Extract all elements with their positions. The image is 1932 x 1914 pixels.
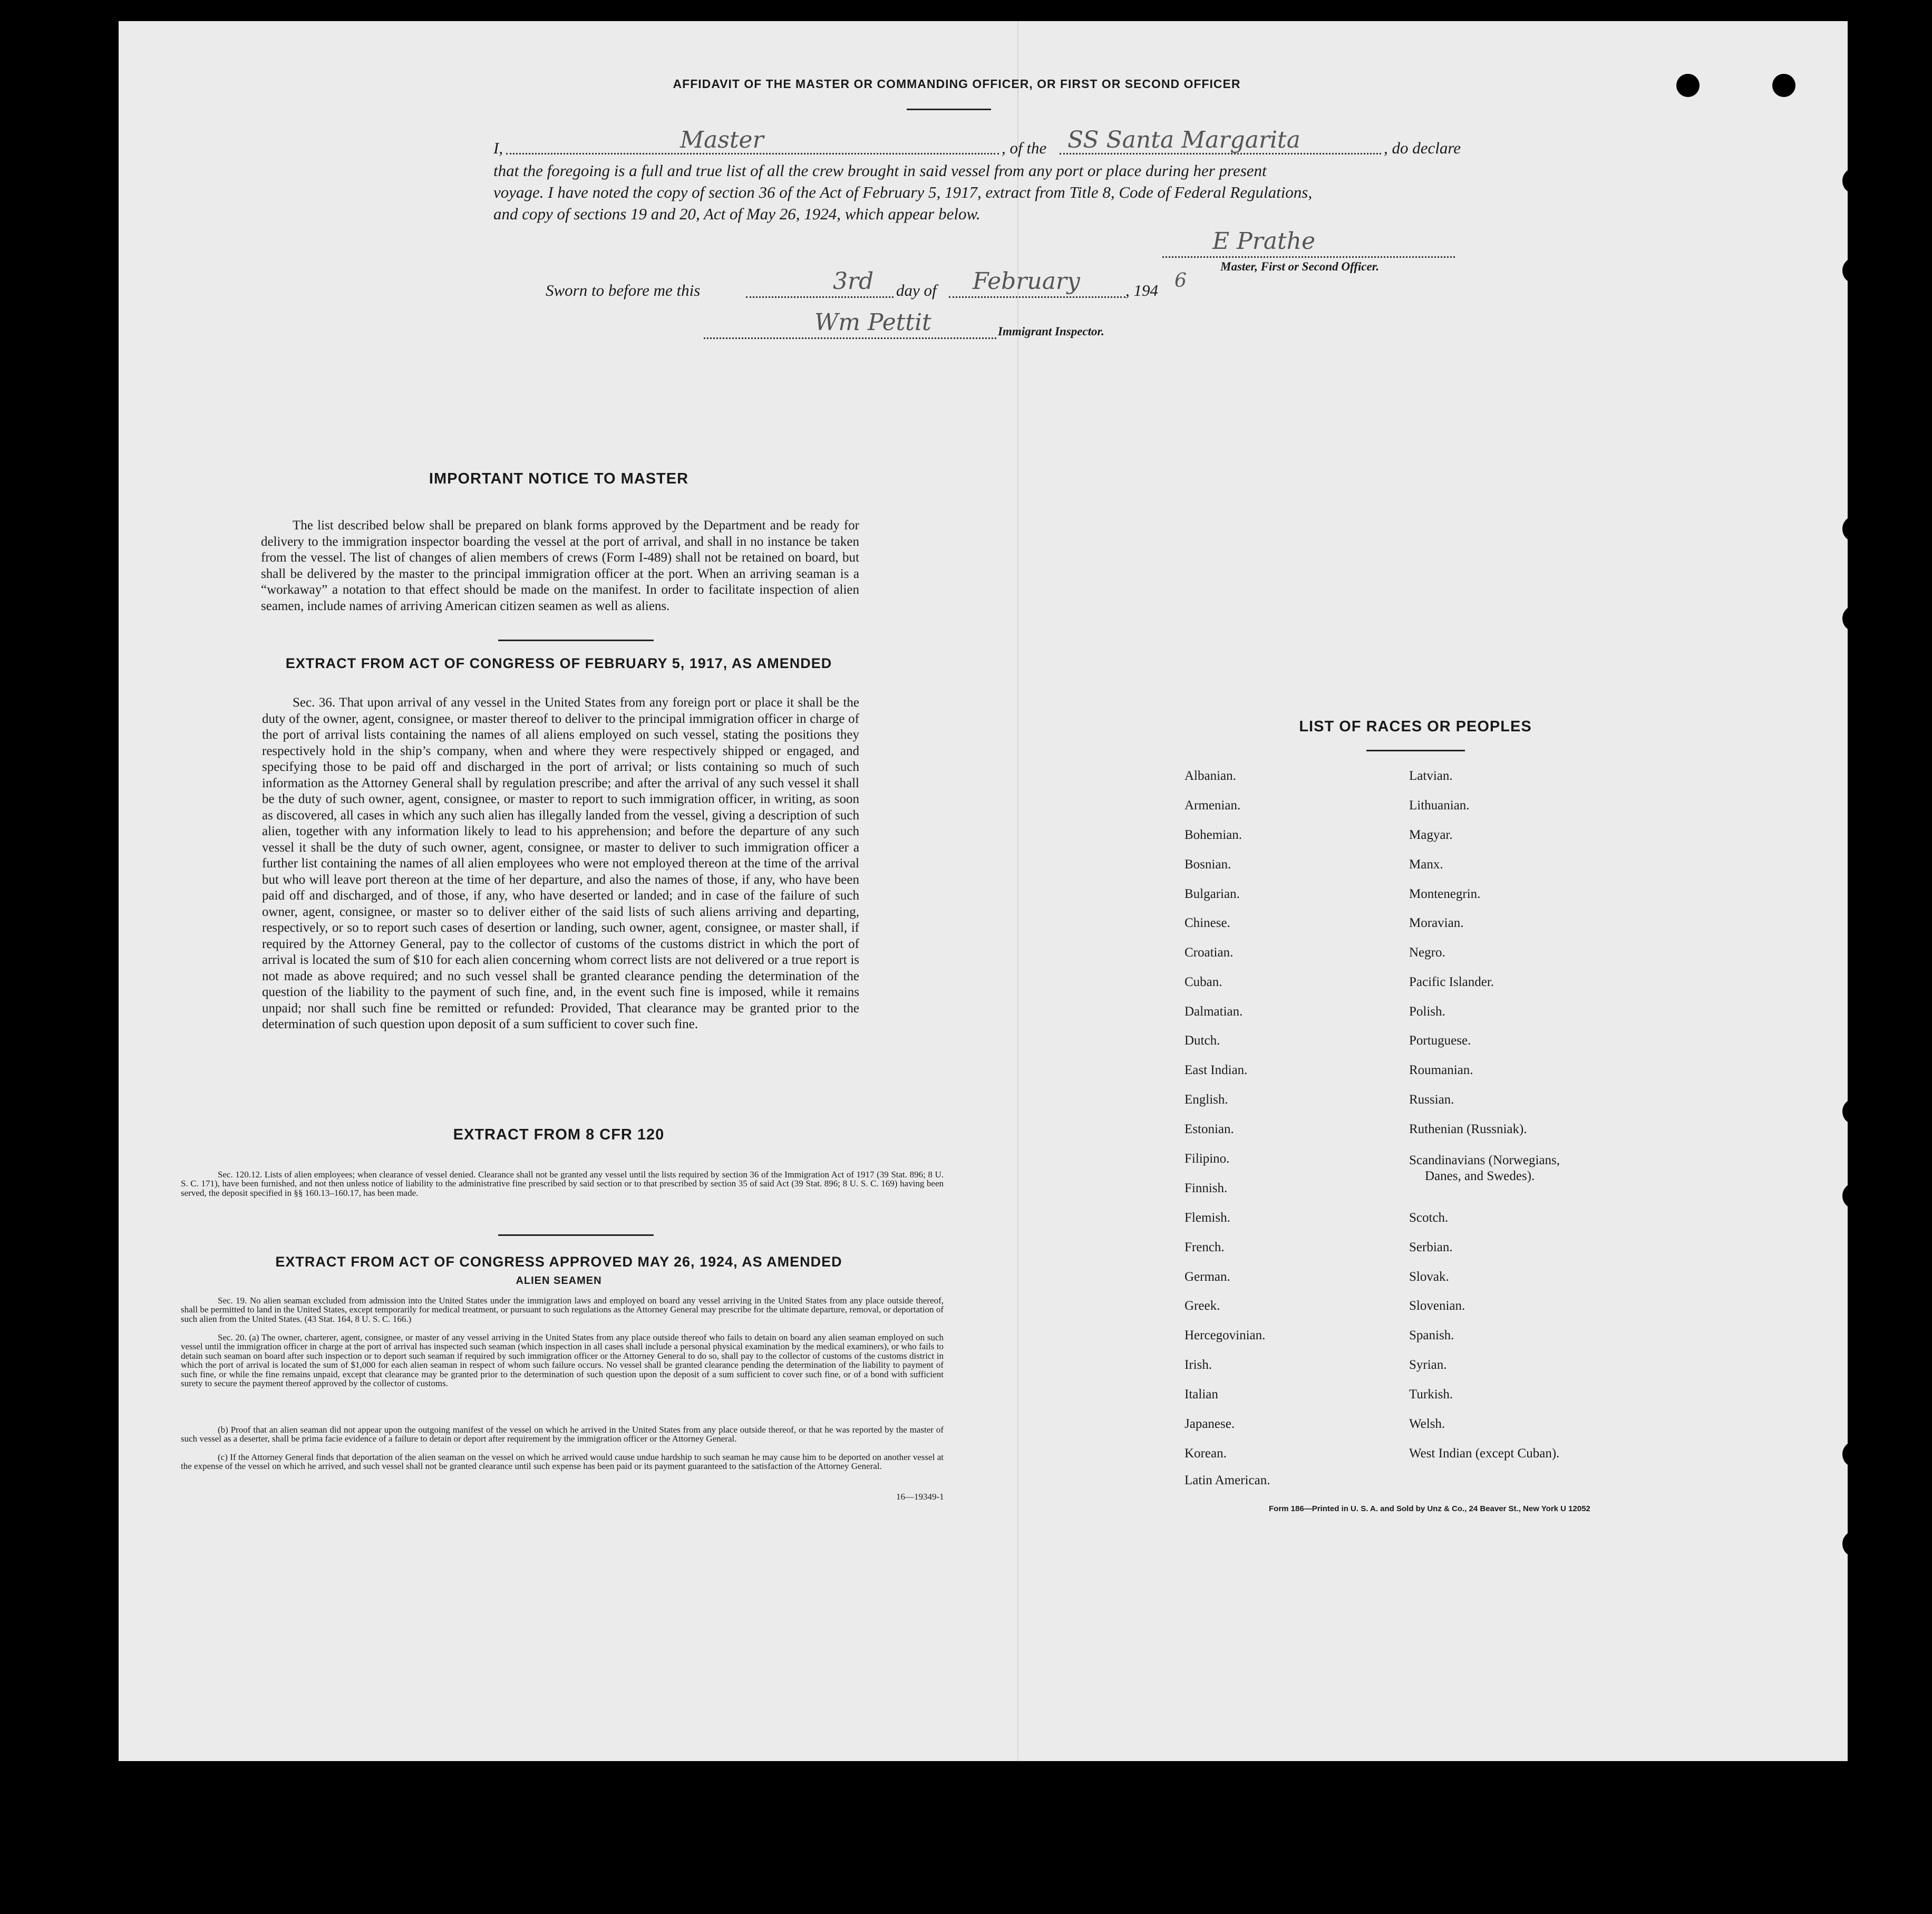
extract-1924-sec19: Sec. 19. No alien seaman excluded from admission into the United States under the immigration laws and employed on board any vessel arriving in the United States from any place outside thereof, shall be permitted to land in the United States, except temporarily for medical treatment, or pursuant to such regulations as the Attorney General may prescribe for the ultimate departure, removal, or deportation of such alien from the United States. (43 Stat. 164, 8 U. S. C. 166.) <box>181 1296 944 1324</box>
binder-hole <box>1842 1531 1869 1557</box>
race-list-item: Bohemian. <box>1185 828 1242 842</box>
binder-hole <box>1842 516 1869 542</box>
race-list-item: Latin American. <box>1185 1473 1270 1487</box>
sworn-day-of: day of <box>896 281 937 299</box>
race-list-item: Latvian. <box>1409 769 1453 783</box>
extract-1924-sec20c: (c) If the Attorney General finds that deportation of the alien seaman on the vessel on which he arrived would cause undue hardship to such seaman he may cause him to be deported on another vessel at the expense of the vessel on which he arrived, and such vessel shall not be granted clearance until such expense has been paid or its payment guaranteed to the satisfaction of the Attorney General. <box>181 1452 944 1472</box>
race-list-item: Lithuanian. <box>1409 798 1470 813</box>
title-rule <box>907 109 991 110</box>
race-list-item: Danes, and Swedes). <box>1425 1169 1535 1183</box>
affidavit-line1-mid: , of the <box>1002 139 1047 157</box>
races-title-rule <box>1366 750 1465 751</box>
affidavit-title: AFFIDAVIT OF THE MASTER OR COMMANDING OFFICER, OR FIRST OR SECOND OFFICER <box>673 77 1241 91</box>
race-list-item: Polish. <box>1409 1004 1445 1019</box>
day-blank <box>746 296 894 298</box>
master-signature-label: Master, First or Second Officer. <box>1220 260 1380 273</box>
race-list-item: East Indian. <box>1185 1063 1248 1077</box>
form-footer: Form 186—Printed in U. S. A. and Sold by Unz & Co., 24 Beaver St., New York U 12052 <box>1269 1504 1590 1513</box>
race-list-item: Spanish. <box>1409 1328 1454 1342</box>
race-list-item: Croatian. <box>1185 945 1234 960</box>
race-list-item: Ruthenian (Russniak). <box>1409 1122 1527 1136</box>
race-list-item: Greek. <box>1185 1299 1220 1313</box>
sworn-day-handwritten: 3rd <box>833 268 874 295</box>
section-rule <box>498 1234 654 1236</box>
extract-1917-body: Sec. 36. That upon arrival of any vessel in the United States from any foreign port or place it shall be the duty of the owner, agent, consignee, or master thereof to deliver to the principal immigration officer in charge of the port of arrival lists containing the names of all aliens employed on such vessel, stating the positions they respectively hold in the ship’s company, when and where they were respectively shipped or engaged, and specifying those to be paid off and discharged in the port of arrival; or lists containing so much of such information as the Attorney General shall by regulation prescribe; and after the arrival of any such vessel it shall be the duty of such owner, agent, consignee, or master to report to such immigration officer, in writing, as soon as discovered, all cases in which any such alien has illegally landed from the vessel, giving a description of such alien, together with any information likely to lead to his apprehension; and before the departure of any such vessel it shall be the duty of such owner, agent, consignee, or master to deliver to such immigration officer a further list containing the names of all alien employees who were not employed thereon at the time of the arrival but who will leave port thereon at the time of her departure, and also the names of those, if any, who have been paid off and discharged, and of those, if any, who have deserted or landed; and in case of the failure of such owner, agent, consignee, or master so to deliver either of the said lists of such aliens arriving and departing, respectively, or so to report such cases of desertion or landing, such owner, agent, consignee, or master shall, if required by the Attorney General, pay to the collector of customs of the customs district in which the port of arrival is located the sum of $10 for each alien concerning whom correct lists are not delivered or a true report is not made as above required; and no such vessel shall be granted clearance pending the determination of the question of the liability to the payment of such fine, and, in the event such fine is imposed, while it remains unpaid; nor shall such fine be remitted or refunded: Provided, That clearance may be granted prior to the determination of such question upon deposit of a sum sufficient to cover such fine. <box>262 695 859 1031</box>
binder-hole <box>1772 74 1795 97</box>
notice-title: IMPORTANT NOTICE TO MASTER <box>429 470 689 487</box>
race-list-item: Turkish. <box>1409 1387 1453 1401</box>
race-list-item: Pacific Islander. <box>1409 975 1494 989</box>
race-list-item: Estonian. <box>1185 1122 1234 1136</box>
affidavit-line1-end: , do declare <box>1384 139 1461 157</box>
race-list-item: Japanese. <box>1185 1417 1235 1431</box>
race-list-item: Bosnian. <box>1185 857 1231 872</box>
officer-name-handwritten: Master <box>680 127 764 153</box>
binder-hole <box>1842 1183 1869 1209</box>
race-list-item: Hercegovinian. <box>1185 1328 1266 1342</box>
race-list-item: French. <box>1185 1240 1225 1254</box>
affidavit-line3: voyage. I have noted the copy of section 36 of the Act of February 5, 1917, extract from Title 8, Code of Federal Regulations, <box>493 183 1313 201</box>
race-list-item: Roumanian. <box>1409 1063 1473 1077</box>
race-list-item: Cuban. <box>1185 975 1222 989</box>
race-list-item: Scandinavians (Norwegians, <box>1409 1153 1560 1167</box>
extract-1924-subtitle: ALIEN SEAMEN <box>516 1275 602 1287</box>
race-list-item: English. <box>1185 1093 1228 1107</box>
race-list-item: Welsh. <box>1409 1417 1445 1431</box>
binder-hole <box>1842 168 1869 194</box>
race-list-item: Filipino. <box>1185 1152 1230 1166</box>
race-list-item: German. <box>1185 1270 1230 1284</box>
race-list-item: Chinese. <box>1185 916 1230 930</box>
race-list-item: Russian. <box>1409 1093 1454 1107</box>
section-rule <box>498 640 654 641</box>
month-blank <box>949 296 1125 298</box>
binder-hole <box>1842 605 1869 632</box>
race-list-item: West Indian (except Cuban). <box>1409 1446 1560 1461</box>
race-list-item: Dalmatian. <box>1185 1004 1243 1019</box>
race-list-item: Scotch. <box>1409 1211 1449 1225</box>
binder-hole <box>1842 257 1869 284</box>
race-list-item: Magyar. <box>1409 828 1453 842</box>
extract-1924-sec20b: (b) Proof that an alien seaman did not appear upon the outgoing manifest of the vessel on which he arrived in the United States from any place outside thereof, or that he was reported by the master of such vessel as a deserter, shall be prima facie evidence of a failure to detain or deport after requirement by the immigration officer or the Attorney General. <box>181 1425 944 1444</box>
race-list-item: Dutch. <box>1185 1033 1220 1048</box>
sworn-month-handwritten: February <box>973 268 1080 295</box>
master-signature-line <box>1162 256 1455 258</box>
affidavit-line2: that the foregoing is a full and true list of all the crew brought in said vessel from any port or place during her present <box>493 161 1267 180</box>
sworn-year-prefix: , 194 <box>1125 281 1158 299</box>
race-list-item: Slovenian. <box>1409 1299 1465 1313</box>
race-list-item: Slovak. <box>1409 1270 1449 1284</box>
race-list-item: Serbian. <box>1409 1240 1453 1254</box>
race-list-item: Negro. <box>1409 945 1445 960</box>
race-list-item: Korean. <box>1185 1446 1227 1461</box>
race-list-item: Flemish. <box>1185 1211 1230 1225</box>
race-list-item: Bulgarian. <box>1185 887 1240 901</box>
extract-1917-title: EXTRACT FROM ACT OF CONGRESS OF FEBRUARY 5, 1917, AS AMENDED <box>285 655 832 671</box>
race-list-item: Albanian. <box>1185 769 1236 783</box>
affidavit-line1-start: I, <box>493 139 503 157</box>
races-title: LIST OF RACES OR PEOPLES <box>1299 718 1532 735</box>
extract-1924-sec20a: Sec. 20. (a) The owner, charterer, agent, consignee, or master of any vessel arriving in the United States from any place outside thereof who fails to detain on board any alien seaman employed on such vessel until the immigration officer in charge at the port of arrival has inspected such seaman (which inspection in all cases shall include a personal physical examination by the medical examiners), or who fails to detain such seaman on board after such inspection or to deport such seaman if required by such immigration officer or the Attorney General to do so, shall pay to the collector of customs of the customs district in which the port of arrival is located the sum of $1,000 for each alien seaman in respect of whom such failure occurs. No vessel shall be granted clearance pending the determination of the liability to payment of such fine, or while the fine remains unpaid, except that clearance may be granted prior to the determination of such question upon the deposit of a sum sufficient to cover such fine, or of a bond with sufficient surety to secure the payment thereof approved by the collector of customs. <box>181 1332 944 1389</box>
binder-hole <box>1842 1441 1869 1467</box>
sworn-prefix: Sworn to before me this <box>546 281 701 299</box>
inspector-signature: Wm Pettit <box>814 309 931 336</box>
vessel-name-handwritten: SS Santa Margarita <box>1067 127 1300 153</box>
cfr-title: EXTRACT FROM 8 CFR 120 <box>453 1126 665 1143</box>
extract-1924-title: EXTRACT FROM ACT OF CONGRESS APPROVED MAY 26, 1924, AS AMENDED <box>275 1254 842 1270</box>
race-list-item: Finnish. <box>1185 1181 1228 1195</box>
binder-hole <box>1676 74 1700 97</box>
race-list-item: Montenegrin. <box>1409 887 1481 901</box>
race-list-item: Syrian. <box>1409 1358 1447 1372</box>
cfr-body: Sec. 120.12. Lists of alien employees; when clearance of vessel denied. Clearance shall not be granted any vessel until the lists required by section 36 of the Immigration Act of 1917 (39 Stat. 896; 8 U. S. C. 171), have been furnished, and not then unless notice of liability to the administrative fine prescribed by said section or to that prescribed by section 35 of said Act (39 Stat. 896; 8 U. S. C. 169) having been served, the deposit specified in §§ 160.13–160.17, has been made. <box>181 1169 944 1198</box>
notice-body: The list described below shall be prepared on blank forms approved by the Department and be ready for delivery to the immigration inspector boarding the vessel at the port of arrival, and shall in no instance be taken from the vessel. The list of changes of alien members of crews (Form I-489) shall not be retained on board, but shall be delivered by the master to the principal immigration officer at the port. When an arriving seaman is a “workaway” a notation to that effect should be made on the manifest. In order to facilitate inspection of alien seamen, include names of arriving American citizen seamen as well as aliens. <box>261 518 859 613</box>
inspector-label: Immigrant Inspector. <box>998 325 1104 338</box>
race-list-item: Manx. <box>1409 857 1443 872</box>
binder-hole <box>1842 1098 1869 1125</box>
sworn-year-handwritten: 6 <box>1174 270 1187 292</box>
inspector-signature-line <box>704 337 996 339</box>
affidavit-line4: and copy of sections 19 and 20, Act of May 26, 1924, which appear below. <box>493 205 980 223</box>
race-list-item: Irish. <box>1185 1358 1212 1372</box>
race-list-item: Italian <box>1185 1387 1218 1401</box>
master-signature: E Prathe <box>1212 228 1316 255</box>
race-list-item: Portuguese. <box>1409 1033 1471 1048</box>
extract-1924-footnote: 16—19349-1 <box>896 1492 944 1502</box>
race-list-item: Armenian. <box>1185 798 1241 813</box>
race-list-item: Moravian. <box>1409 916 1464 930</box>
